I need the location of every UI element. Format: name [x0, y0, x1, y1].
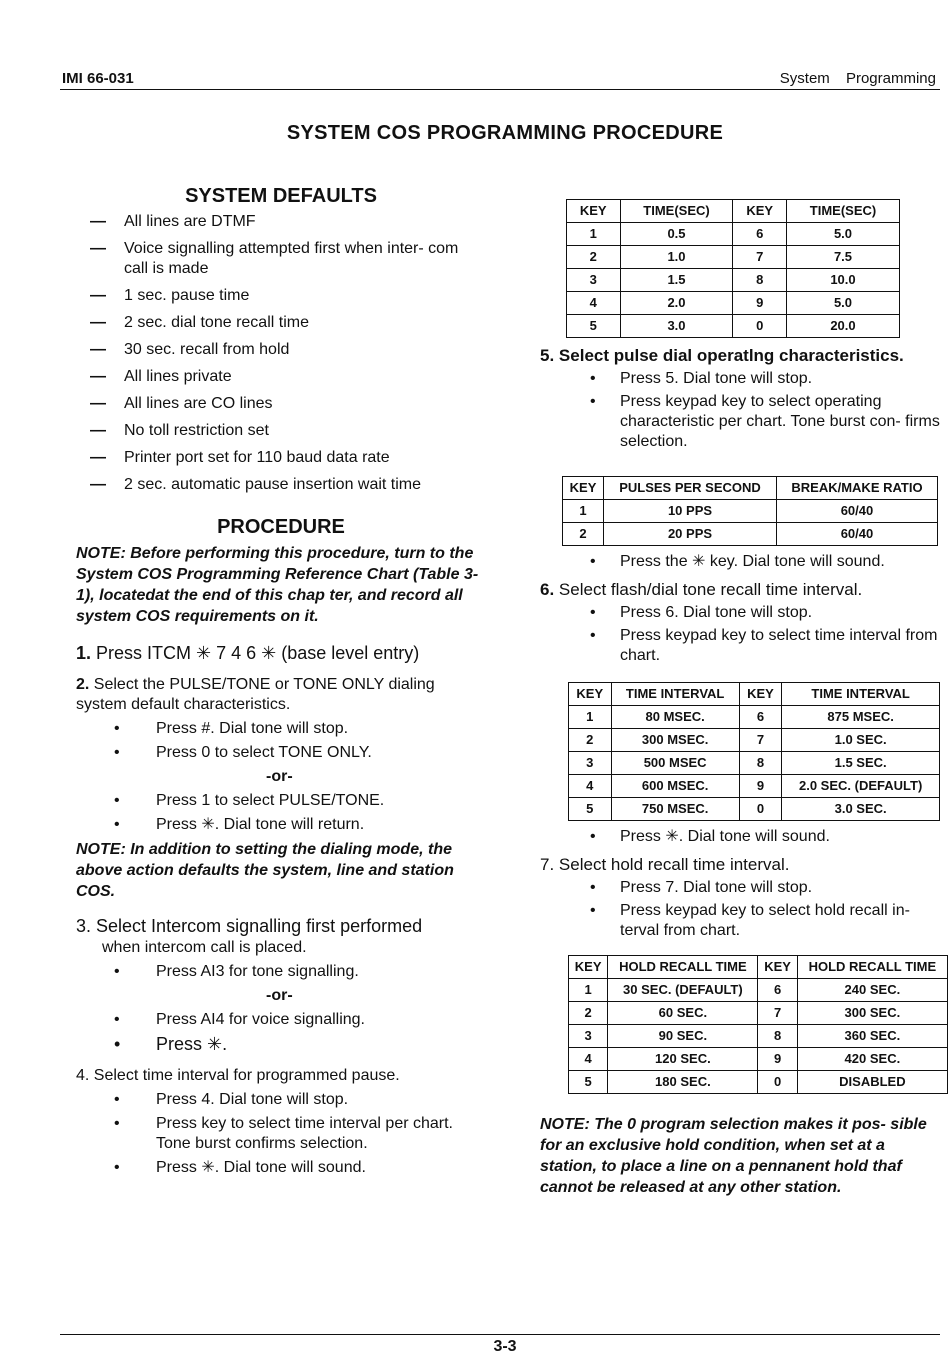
bullet: • Press 1 to select PULSE/TONE.: [114, 792, 385, 809]
bullet-text: Press ✳. Dial tone will sound.: [156, 1159, 366, 1176]
table-cell: 1.0: [620, 246, 733, 269]
table-row: [569, 979, 948, 1002]
table-cell: 60/40: [776, 500, 937, 523]
default-item: [90, 421, 486, 441]
table-cell: 7: [733, 246, 787, 269]
bullet: • Press #. Dial tone will stop.: [114, 720, 349, 737]
bullet: • Press ✳. Dial tone will return.: [114, 816, 365, 833]
table-cell: 5.0: [786, 292, 899, 315]
column-header: BREAK/MAKE RATIO: [776, 477, 937, 500]
bullet: • Press 7. Dial tone will stop.: [590, 879, 813, 896]
table-cell: 2.0: [620, 292, 733, 315]
bullet: • Press keypad key to select hold recall in- terval from chart.: [590, 901, 940, 941]
table-cell: 120 SEC.: [608, 1048, 758, 1071]
table-cell: 180 SEC.: [608, 1071, 758, 1094]
or-separator: -or-: [266, 768, 293, 785]
bullet-text: Press keypad key to select time interval from chart.: [620, 627, 938, 664]
table-cell: 90 SEC.: [608, 1025, 758, 1048]
page-title: SYSTEM COS PROGRAMMING PROCEDURE: [286, 122, 724, 144]
default-item: [90, 313, 486, 333]
table-cell: 2: [569, 1002, 608, 1025]
step-text: Select flash/dial tone recall time interval.: [558, 580, 863, 599]
table-cell: 0: [739, 798, 782, 821]
dash-marker: —: [90, 287, 106, 304]
dash-marker: —: [90, 314, 106, 331]
table-cell: 1.5: [620, 269, 733, 292]
table-cell: 60 SEC.: [608, 1002, 758, 1025]
step-number: 3.: [76, 916, 92, 936]
step-text: Select pulse dial operatlng characteristics.: [558, 346, 904, 365]
default-item: [90, 212, 486, 232]
defaults-heading: SYSTEM DEFAULTS: [185, 185, 377, 207]
step-number: 1.: [76, 643, 92, 663]
table-cell: 2.0 SEC. (DEFAULT): [782, 775, 940, 798]
table-cell: 1: [569, 706, 612, 729]
step-number: 6.: [540, 580, 555, 599]
table-cell: 20.0: [786, 315, 899, 338]
table-cell: 500 MSEC: [611, 752, 739, 775]
table-cell: 750 MSEC.: [611, 798, 739, 821]
column-header: HOLD RECALL TIME: [608, 956, 758, 979]
table-cell: 3: [569, 752, 612, 775]
step-3-continued: when intercom call is placed.: [102, 939, 307, 956]
table-header-row: [563, 477, 938, 500]
bullet-text: Press AI3 for tone signalling.: [156, 963, 359, 980]
default-item: [90, 367, 486, 387]
default-item-text: 2 sec. dial tone recall time: [124, 314, 309, 331]
step-number: 2.: [76, 676, 90, 693]
step-5: [540, 346, 940, 366]
column-header: TIME INTERVAL: [782, 683, 940, 706]
table-cell: 5: [567, 315, 621, 338]
bullet: • Press the ✳ key. Dial tone will sound.: [590, 553, 885, 570]
bullet-text: Press #. Dial tone will stop.: [156, 720, 349, 737]
bullet-text: Press 4. Dial tone will stop.: [156, 1091, 349, 1108]
default-item-text: Printer port set for 110 baud data rate: [124, 449, 390, 466]
table-row: [563, 500, 938, 523]
table-cell: 7.5: [786, 246, 899, 269]
table-row: [569, 729, 940, 752]
table-cell: 1: [563, 500, 604, 523]
header-rule: [60, 89, 940, 90]
table-cell: 360 SEC.: [797, 1025, 947, 1048]
table-cell: 80 MSEC.: [611, 706, 739, 729]
step-2: [76, 675, 486, 715]
table-row: [569, 1071, 948, 1094]
bullet: • Press key to select time interval per chart. Tone burst confirms selection.: [114, 1114, 486, 1154]
step-6: [540, 580, 940, 600]
hold-recall-table: [568, 955, 948, 1094]
dash-marker: —: [90, 341, 106, 358]
column-header: TIME(SEC): [620, 200, 733, 223]
table-cell: 0.5: [620, 223, 733, 246]
table-cell: 1.5 SEC.: [782, 752, 940, 775]
table-row: [563, 523, 938, 546]
table-cell: 300 SEC.: [797, 1002, 947, 1025]
table-cell: 2: [569, 729, 612, 752]
page-number: 3-3: [493, 1338, 517, 1355]
table-cell: 6: [758, 979, 797, 1002]
table-cell: 4: [569, 775, 612, 798]
bullet-text: Press 6. Dial tone will stop.: [620, 604, 813, 621]
dash-marker: —: [90, 368, 106, 385]
column-header: TIME INTERVAL: [611, 683, 739, 706]
table-row: [569, 1048, 948, 1071]
table-cell: 1.0 SEC.: [782, 729, 940, 752]
step-number: 5.: [540, 346, 555, 365]
bullet: • Press 6. Dial tone will stop.: [590, 604, 813, 621]
step-text: Select hold recall time interval.: [558, 855, 790, 874]
step-1: [76, 643, 486, 663]
table-cell: 3.0 SEC.: [782, 798, 940, 821]
step-text: Select Intercom signalling first performed: [96, 916, 423, 936]
column-header: HOLD RECALL TIME: [797, 956, 947, 979]
bullet-text: Press keypad key to select hold recall in- terval from chart.: [620, 902, 910, 939]
table-header-row: [567, 200, 900, 223]
table-row: [567, 223, 900, 246]
column-header: TIME(SEC): [786, 200, 899, 223]
table-cell: 1: [569, 979, 608, 1002]
table-cell: 4: [567, 292, 621, 315]
table-cell: 3: [569, 1025, 608, 1048]
table-cell: 7: [739, 729, 782, 752]
table-cell: 0: [758, 1071, 797, 1094]
table-cell: 10.0: [786, 269, 899, 292]
default-item-text: All lines private: [124, 368, 232, 385]
bullet: • Press keypad key to select operating characteristic per chart. Tone burst con- firms selection.: [590, 393, 940, 450]
column-header: KEY: [569, 956, 608, 979]
table-row: [567, 269, 900, 292]
defaults-list: [76, 212, 486, 495]
column-header: KEY: [567, 200, 621, 223]
bullet: • Press ✳. Dial tone will sound.: [114, 1159, 366, 1176]
table-cell: 30 SEC. (DEFAULT): [608, 979, 758, 1002]
table-row: [567, 315, 900, 338]
table-cell: 0: [733, 315, 787, 338]
bullet: • Press AI4 for voice signalling.: [114, 1011, 365, 1028]
default-item: [90, 448, 486, 468]
bullet-text: Press 7. Dial tone will stop.: [620, 879, 813, 896]
default-item-text: Voice signalling attempted first when inter- com call is made: [124, 240, 459, 277]
pause-time-table: [566, 199, 900, 338]
dash-marker: —: [90, 449, 106, 466]
table-cell: 4: [569, 1048, 608, 1071]
table-row: [569, 706, 940, 729]
table-row: [569, 1002, 948, 1025]
table-cell: DISABLED: [797, 1071, 947, 1094]
dash-marker: —: [90, 395, 106, 412]
bullet-text: Press AI4 for voice signalling.: [156, 1011, 365, 1028]
table-cell: 1: [567, 223, 621, 246]
bullet: • Press ✳.: [114, 1034, 228, 1054]
table-cell: 7: [758, 1002, 797, 1025]
bullet: • Press keypad key to select time interval from chart.: [590, 626, 940, 666]
bullet-text: Press ✳. Dial tone will sound.: [620, 828, 830, 845]
bullet: • Press AI3 for tone signalling.: [114, 963, 359, 980]
step-3: [76, 916, 486, 936]
table-row: [569, 1025, 948, 1048]
step-7: [540, 855, 940, 875]
default-item: [90, 394, 486, 414]
procedure-heading: PROCEDURE: [217, 516, 345, 538]
column-header: KEY: [563, 477, 604, 500]
table-cell: 300 MSEC.: [611, 729, 739, 752]
step-4: [76, 1066, 486, 1086]
table-header-row: [569, 683, 940, 706]
column-header: PULSES PER SECOND: [604, 477, 777, 500]
table-cell: 6: [739, 706, 782, 729]
bullet-text: Press ✳. Dial tone will return.: [156, 816, 365, 833]
doc-id: IMI 66-031: [62, 70, 134, 87]
table-row: [567, 246, 900, 269]
default-item-text: 2 sec. automatic pause insertion wait time: [124, 476, 422, 493]
note-before-procedure: NOTE: Before performing this procedure, turn to the System COS Programming Reference Chart (Table 3-1), locatedat the end of this chap ter, and record all system COS requirements on it.: [76, 545, 479, 625]
bullet: • Press ✳. Dial tone will sound.: [590, 828, 830, 845]
table-row: [569, 775, 940, 798]
bullet-text: Press ✳.: [156, 1034, 228, 1054]
step-number: 4.: [76, 1067, 90, 1084]
table-cell: 420 SEC.: [797, 1048, 947, 1071]
table-cell: 60/40: [776, 523, 937, 546]
note-hold-program: NOTE: The 0 program selection makes it pos- sible for an exclusive hold condition, when set at a station, to place a line on a pennanent hold thaf cannot be released at any other station.: [540, 1116, 927, 1196]
default-item: [90, 340, 486, 360]
table-cell: 5.0: [786, 223, 899, 246]
table-row: [569, 752, 940, 775]
table-cell: 9: [758, 1048, 797, 1071]
bullet-text: Press 5. Dial tone will stop.: [620, 370, 813, 387]
table-cell: 3: [567, 269, 621, 292]
bullet: • Press 4. Dial tone will stop.: [114, 1091, 349, 1108]
table-cell: 5: [569, 1071, 608, 1094]
table-cell: 2: [563, 523, 604, 546]
bullet-text: Press key to select time interval per chart. Tone burst confirms selection.: [156, 1115, 453, 1152]
column-header: KEY: [733, 200, 787, 223]
bullet: • Press 5. Dial tone will stop.: [590, 370, 813, 387]
default-item-text: 30 sec. recall from hold: [124, 341, 290, 358]
column-header: KEY: [758, 956, 797, 979]
bullet-text: Press 0 to select TONE ONLY.: [156, 744, 372, 761]
table-cell: 600 MSEC.: [611, 775, 739, 798]
table-cell: 3.0: [620, 315, 733, 338]
default-item: [90, 475, 486, 495]
column-header: KEY: [569, 683, 612, 706]
section-name: System Programming: [779, 70, 936, 87]
table-header-row: [569, 956, 948, 979]
right-column: [540, 195, 940, 1198]
left-column: [76, 186, 486, 1182]
default-item: [90, 286, 486, 306]
table-cell: 8: [733, 269, 787, 292]
step-text: Select the PULSE/TONE or TONE ONLY dialing system default characteristics.: [76, 676, 435, 713]
bullet-text: Press keypad key to select operating characteristic per chart. Tone burst con- firms selection.: [620, 393, 940, 450]
table-cell: 9: [739, 775, 782, 798]
bullet-text: Press the ✳ key. Dial tone will sound.: [620, 553, 885, 570]
table-cell: 20 PPS: [604, 523, 777, 546]
default-item-text: All lines are DTMF: [124, 213, 256, 230]
table-cell: 2: [567, 246, 621, 269]
dash-marker: —: [90, 240, 106, 257]
column-header: KEY: [739, 683, 782, 706]
step-text: Select time interval for programmed pause.: [93, 1067, 400, 1084]
dash-marker: —: [90, 476, 106, 493]
default-item-text: All lines are CO lines: [124, 395, 273, 412]
default-item: [90, 239, 486, 279]
dash-marker: —: [90, 422, 106, 439]
default-item-text: 1 sec. pause time: [124, 287, 250, 304]
bullet-text: Press 1 to select PULSE/TONE.: [156, 792, 385, 809]
table-cell: 8: [739, 752, 782, 775]
table-row: [567, 292, 900, 315]
table-cell: 8: [758, 1025, 797, 1048]
table-cell: 6: [733, 223, 787, 246]
bullet: • Press 0 to select TONE ONLY.: [114, 744, 372, 761]
table-cell: 9: [733, 292, 787, 315]
table-cell: 240 SEC.: [797, 979, 947, 1002]
table-row: [569, 798, 940, 821]
flash-interval-table: [568, 682, 940, 821]
pulse-table: [562, 476, 938, 546]
table-cell: 5: [569, 798, 612, 821]
or-separator: -or-: [266, 987, 293, 1004]
footer-rule: [60, 1334, 940, 1335]
table-cell: 10 PPS: [604, 500, 777, 523]
default-item-text: No toll restriction set: [124, 422, 269, 439]
dash-marker: —: [90, 213, 106, 230]
step-text: Press ITCM ✳ 7 4 6 ✳ (base level entry): [96, 643, 420, 663]
step-number: 7.: [540, 855, 555, 874]
note-dialing-mode: NOTE: In addition to setting the dialing mode, the above action defaults the system, line and station COS.: [76, 841, 454, 900]
table-cell: 875 MSEC.: [782, 706, 940, 729]
